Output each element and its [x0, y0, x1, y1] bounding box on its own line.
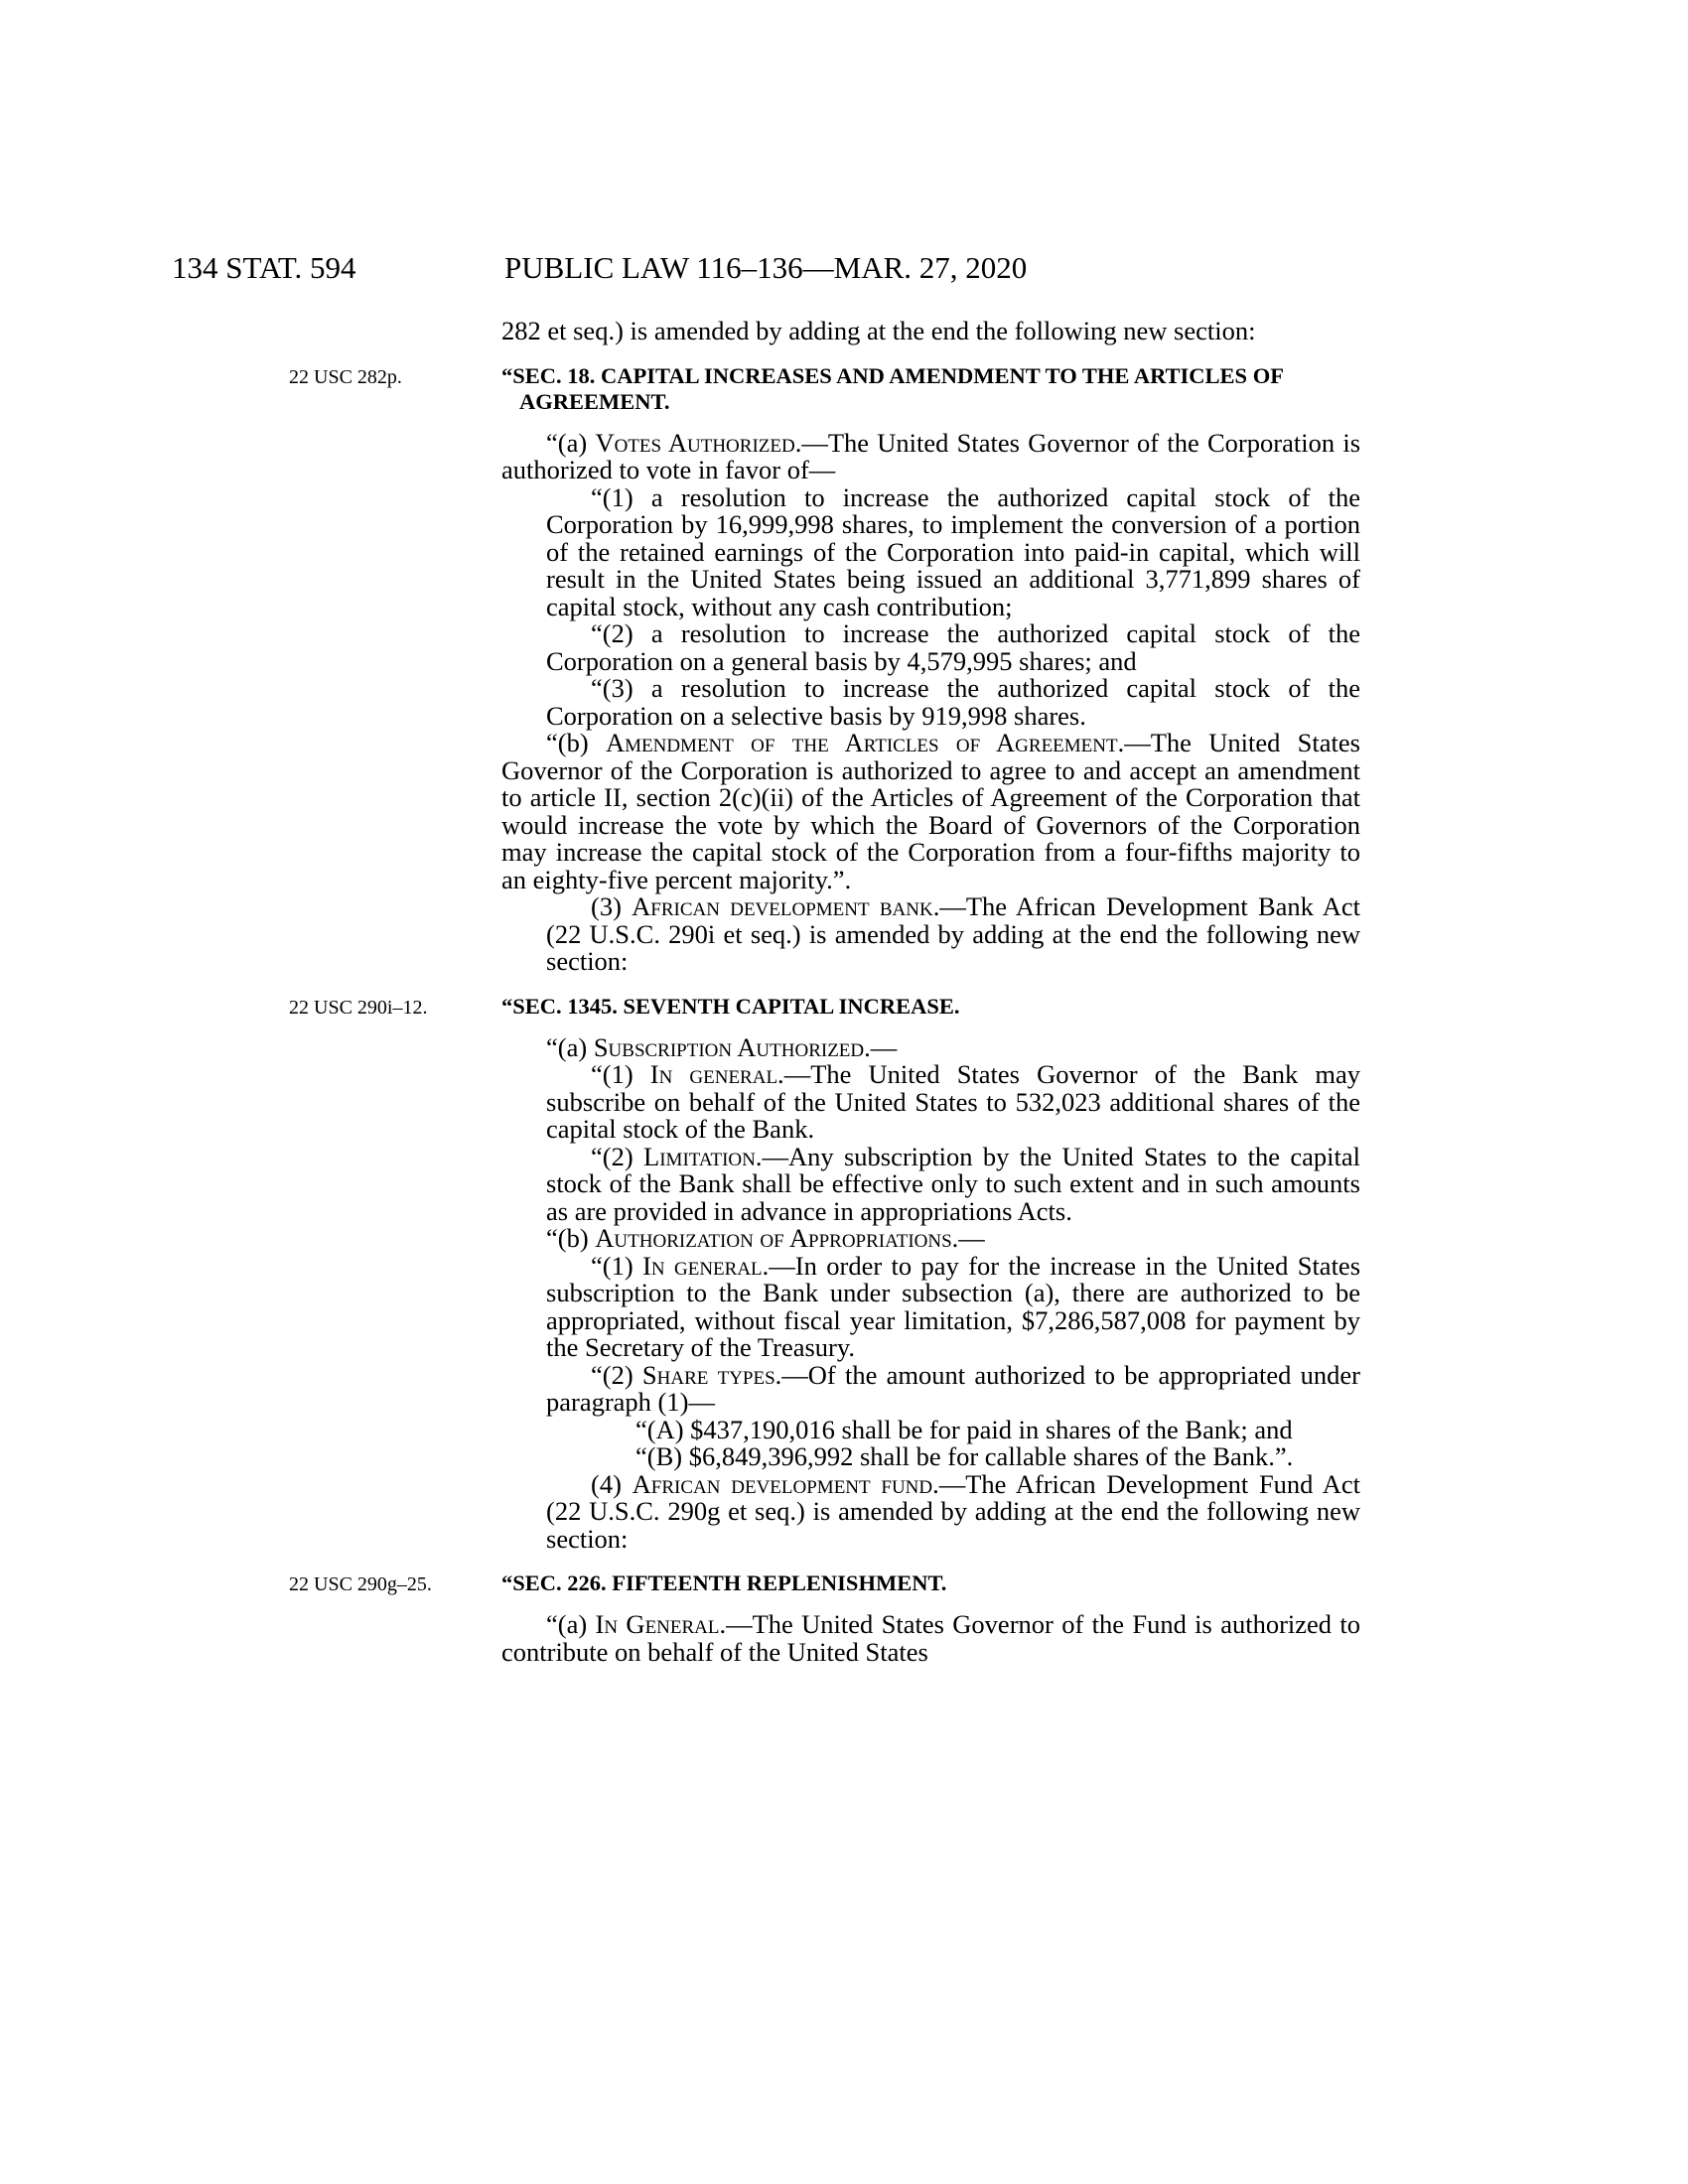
paragraph-18a — [501, 427, 1361, 484]
section-heading-226 — [289, 1570, 1360, 1596]
page-body — [289, 316, 1361, 1667]
paragraph-226a — [501, 1611, 1360, 1666]
paragraph-text: —Any subscription by the United States to the capital stock of the Bank shall be effective only to such extent and in such amounts as are provided in advance in appropriations Acts. — [546, 1141, 1360, 1226]
section-heading-text: “SEC. 226. FIFTEENTH REPLENISHMENT. — [501, 1570, 947, 1595]
paragraph-label: (4) — [591, 1468, 633, 1499]
caption-share-types: Share types. — [641, 1359, 782, 1390]
paragraph-4-african-development-fund — [501, 1468, 1360, 1554]
paragraph-text: —The United States Governor of the Corporation is authorized to vote in favor of— — [501, 427, 1361, 484]
paragraph-text: —The United States Governor of the Fund is authorized to contribute on behalf of the United States — [501, 1609, 1360, 1667]
paragraph-label: “(a) — [546, 1031, 594, 1062]
caption-authorization-of-appropriations: Authorization of Appropriations. — [595, 1223, 959, 1253]
paragraph-label: “(a) — [546, 1609, 596, 1639]
paragraph-text: —In order to pay for the increase in the United States subscription to the Bank under subsection (a), there are authorized to be appropriated, without fiscal year limitation, $7,286,587,008 for payment by the Secretary of the Treasury. — [546, 1250, 1361, 1362]
paragraph-1345b2B: “(B) $6,849,396,992 shall be for callable shares of the Bank.”. — [635, 1441, 1294, 1471]
paragraph-18a1: “(1) a resolution to increase the authorized capital stock of the Corporation by 16,999,998 shares, to implement the conversion of a portion of the retained earnings of the Corporation into paid-in capital, which will result in the United States being issued an additional 3,771,899 shares of capital stock, without any cash contribution; — [546, 481, 1360, 621]
paragraph-3-african-development-bank — [501, 893, 1360, 976]
paragraph-1345a2 — [501, 1141, 1360, 1226]
paragraph-label: “(1) — [591, 1059, 650, 1089]
intro-paragraph: 282 et seq.) is amended by adding at the end the following new section: — [501, 316, 1256, 345]
caption-votes-authorized: Votes Authorized. — [595, 427, 802, 458]
paragraph-18a2: “(2) a resolution to increase the authorized capital stock of the Corporation on a general basis by 4,579,995 shares; and — [546, 618, 1360, 676]
margin-note-290i-12: 22 USC 290i–12. — [289, 996, 428, 1019]
caption-amendment-articles: Amendment of the Articles of Agreement. — [605, 728, 1125, 757]
paragraph-18b — [501, 730, 1360, 893]
paragraph-1345b1 — [501, 1250, 1361, 1362]
paragraph-text: —The African Development Fund Act (22 U.S.C. 290g et seq.) is amended by adding at the end the following new section: — [546, 1468, 1360, 1554]
section-heading-1345 — [289, 993, 1360, 1020]
caption-in-general: In general. — [649, 1059, 784, 1089]
page-header — [0, 248, 1688, 298]
section-heading-text: “SEC. 1345. SEVENTH CAPITAL INCREASE. — [501, 993, 960, 1019]
margin-note-290g-25: 22 USC 290g–25. — [289, 1573, 432, 1595]
paragraph-label: “(a) — [546, 427, 596, 458]
paragraph-label: “(b) — [546, 1223, 596, 1253]
paragraph-text: —The United States Governor of the Corporation is authorized to agree to and accept an amendment to article II, section 2(c)(ii) of the Articles of Agreement of the Corporation that would increase the vote by which the Board of Governors of the Corporation may increase the capital stock of the Corporation from a four-fifths majority to an eighty-five percent majority.”. — [501, 728, 1360, 894]
paragraph-1345a1 — [501, 1061, 1360, 1144]
caption-in-general: In General. — [595, 1609, 727, 1639]
running-title: PUBLIC LAW 116–136—MAR. 27, 2020 — [504, 250, 1028, 285]
paragraph-text: —Of the amount authorized to be appropriated under paragraph (1)— — [546, 1359, 1360, 1417]
paragraph-18a3: “(3) a resolution to increase the authorized capital stock of the Corporation on a selective basis by 919,998 shares. — [546, 673, 1360, 731]
paragraph-label: (3) — [591, 891, 633, 921]
paragraph-label: “(2) — [591, 1359, 642, 1390]
paragraph-text: —The United States Governor of the Bank may subscribe on behalf of the United States to 532,023 additional shares of the capital stock of the Bank. — [546, 1059, 1361, 1144]
paragraph-1345b — [501, 1225, 1360, 1253]
paragraph-text: — — [958, 1223, 985, 1253]
paragraph-label: “(2) — [591, 1141, 644, 1171]
caption-subscription-authorized: Subscription Authorized. — [593, 1031, 871, 1062]
caption-african-development-fund: African development fund. — [632, 1468, 939, 1499]
paragraph-label: “(1) — [591, 1250, 643, 1281]
caption-african-development-bank: African development bank. — [632, 891, 940, 921]
paragraph-text: —The African Development Bank Act (22 U.S.C. 290i et seq.) is amended by adding at the end the following new section: — [546, 891, 1360, 976]
paragraph-text: — — [870, 1031, 898, 1062]
caption-in-general: In general. — [642, 1250, 770, 1281]
paragraph-1345b2 — [501, 1359, 1360, 1417]
paragraph-1345b2A: “(A) $437,190,016 shall be for paid in shares of the Bank; and — [635, 1414, 1293, 1444]
section-heading-18 — [289, 362, 1360, 415]
paragraph-label: “(b) — [546, 728, 606, 757]
paragraph-1345a — [501, 1031, 1360, 1062]
section-heading-text: “SEC. 18. CAPITAL INCREASES AND AMENDMENT TO THE ARTICLES OF AGREEMENT. — [501, 362, 1284, 414]
stat-page-number: 134 STAT. 594 — [172, 250, 356, 285]
margin-note-282p: 22 USC 282p. — [289, 365, 402, 388]
caption-limitation: Limitation. — [643, 1141, 763, 1171]
